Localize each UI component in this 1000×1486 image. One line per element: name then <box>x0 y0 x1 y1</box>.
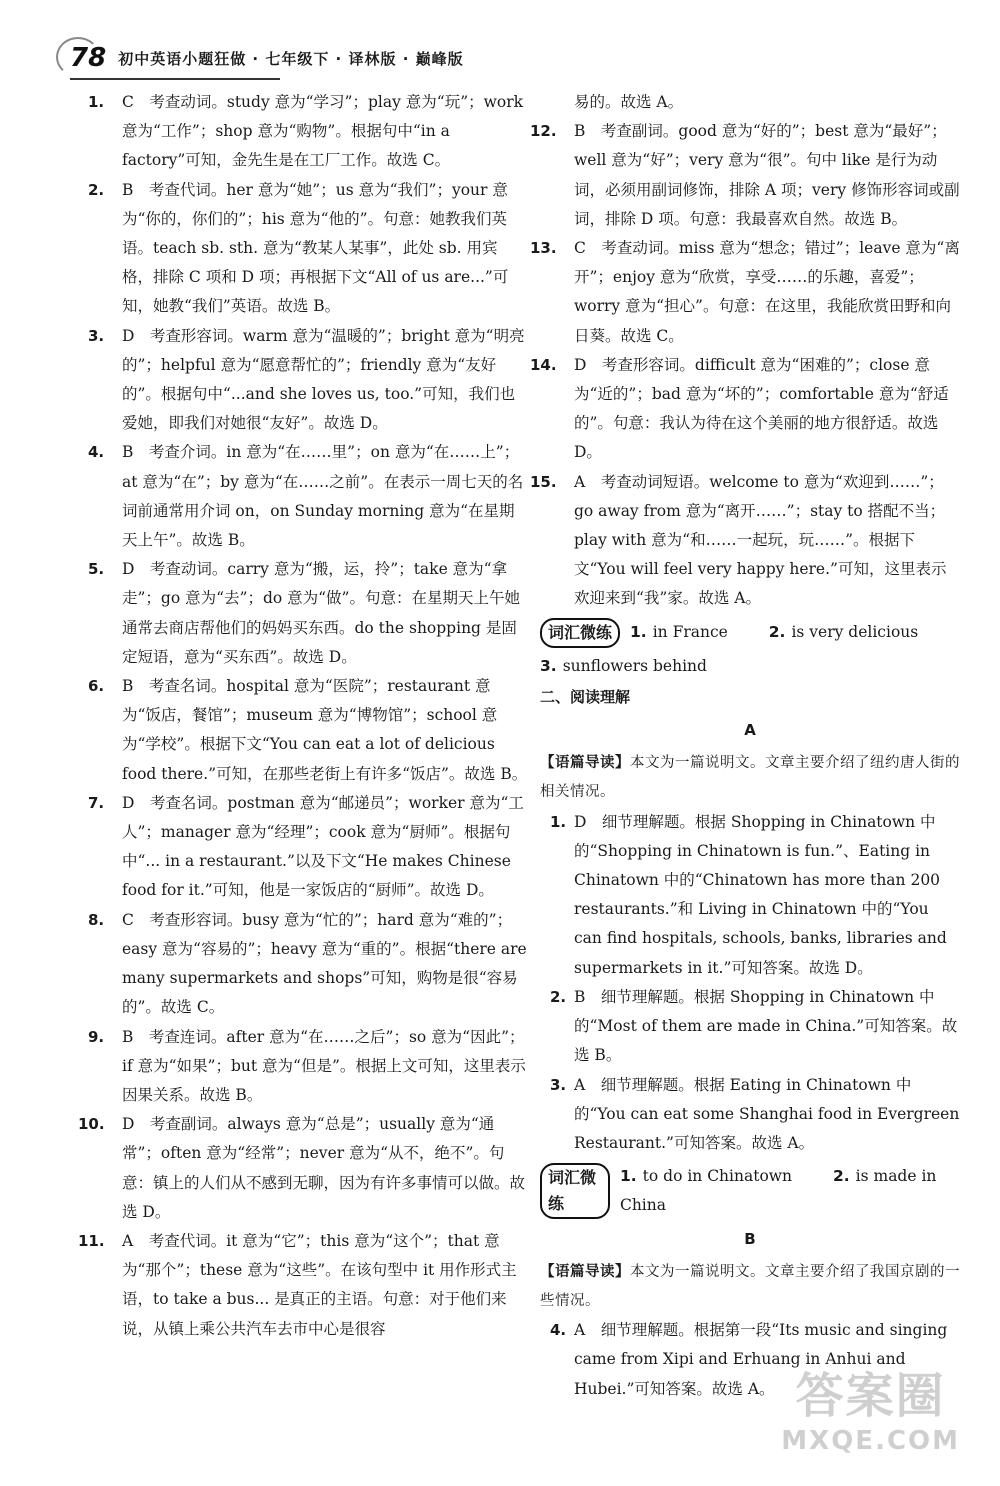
answer-item-11 <box>78 1227 528 1344</box>
reading-answer-3 <box>540 1071 960 1159</box>
answer-item-1 <box>88 88 528 176</box>
item-number: 5. <box>88 560 105 579</box>
reading-answer-2 <box>540 983 960 1071</box>
vocab-text: is made in China <box>619 1167 937 1215</box>
item-number: 9. <box>88 1027 105 1046</box>
item-number: 11. <box>78 1231 105 1250</box>
vocab-number: 1. <box>619 1167 637 1186</box>
item-text: D 考查形容词。warm 意为“温暖的”；bright 意为“明亮的”；helpful 意为“愿意帮忙的”；friendly 意为“友好的”。根据句中“...and she loves us, too.”可知，我们也爱她，即我们对她很“友好”。故选 D。 <box>122 326 525 433</box>
guide-tag: 【语篇导读】 <box>540 1263 630 1280</box>
page-header <box>70 38 464 78</box>
passage-a-guide <box>540 749 960 807</box>
vocab-text: sunflowers behind <box>562 656 707 675</box>
item-text: B 细节理解题。根据 Shopping in Chinatown 中的“Most of them are made in China.”可知答案。故选 B。 <box>574 987 958 1065</box>
guide-text: 本文为一篇说明文。文章主要介绍了我国京剧的一些情况。 <box>540 1263 960 1309</box>
item-number: 4. <box>88 443 105 462</box>
vocab-text: to do in Chinatown <box>642 1167 793 1186</box>
item-number: 14. <box>530 355 557 374</box>
vocab-number: 3. <box>540 656 557 675</box>
header-title: 初中英语小题狂做 · 七年级下 · 译林版 · 巅峰版 <box>118 49 464 68</box>
item-number: 8. <box>88 910 105 929</box>
item-text: D 考查动词。carry 意为“搬，运，拎”；take 意为“拿走”；go 意为“去”；do 意为“做”。句意：在星期天上午她通常去商店帮他们的妈妈买东西。do the shopping 是固定短语，意为“买东西”。故选 D。 <box>122 560 520 666</box>
answer-item-10 <box>78 1110 528 1227</box>
item-text: D 考查副词。always 意为“总是”；usually 意为“通常”；often 意为“经常”；never 意为“从不，绝不”。句意：镇上的人们从不感到无聊，因为有许多事情可以做。故选 D。 <box>122 1115 526 1221</box>
item-number: 13. <box>530 239 557 258</box>
item-number: 15. <box>530 472 557 491</box>
vocab-item <box>620 1167 810 1185</box>
right-column <box>530 88 960 1404</box>
answer-item-2 <box>88 176 528 322</box>
item-text: C 考查动词。miss 意为“想念；错过”；leave 意为“离开”；enjoy 意为“欣赏，享受……的乐趣，喜爱”；worry 意为“担心”。句意：在这里，我能欣赏田野和向日葵。故选 C。 <box>574 239 960 345</box>
passage-b-guide <box>540 1258 960 1316</box>
item-text: A 考查动词短语。welcome to 意为“欢迎到……”；go away from 意为“离开……”；stay to 搭配不当；play with 意为“和……一起玩，玩……”。根据下文“You will feel very happy here.”可知，这里表示欢迎来到“我”家。故选 A。 <box>574 472 947 608</box>
item-number: 3. <box>88 326 105 345</box>
item-number: 12. <box>530 122 557 141</box>
answer-item-8 <box>88 906 528 1023</box>
page-number <box>70 43 106 73</box>
vocab-badge: 词汇微练 <box>540 618 620 648</box>
item-number: 1. <box>550 812 567 831</box>
item-number: 10. <box>78 1115 105 1134</box>
vocab-items <box>620 1162 960 1220</box>
answer-item-13 <box>530 234 960 351</box>
item-text: B 考查连词。after 意为“在……之后”；so 意为“因此”；if 意为“如果”；but 意为“但是”。根据上文可知，这里表示因果关系。故选 B。 <box>122 1027 526 1104</box>
guide-tag: 【语篇导读】 <box>540 755 630 772</box>
answer-item-14 <box>530 351 960 468</box>
answer-item-4 <box>88 438 528 555</box>
item-number: 3. <box>550 1075 567 1094</box>
answer-item-3 <box>88 322 528 439</box>
answer-item-6 <box>88 672 528 789</box>
item-text: D 考查形容词。difficult 意为“困难的”；close 意为“近的”；bad 意为“坏的”；comfortable 意为“舒适的”。句意：我认为待在这个美丽的地方很舒适。故选 D。 <box>574 355 949 462</box>
item-text: A 考查代词。it 意为“它”；this 意为“这个”；that 意为“那个”；these 意为“这些”。在该句型中 it 用作形式主语，to take a bus... 是真正的主语。句意：对于他们来说，从镇上乘公共汽车去市中心是很容 <box>122 1231 517 1338</box>
item-number: 7. <box>88 793 105 812</box>
item-number: 1. <box>88 93 105 111</box>
section-title: 二、阅读理解 <box>540 687 631 706</box>
answer-item-11-continued: 易的。故选 A。 <box>574 93 684 111</box>
item-number: 2. <box>550 987 567 1006</box>
item-number: 6. <box>88 677 105 696</box>
answer-item-12 <box>530 117 960 234</box>
item-text: B 考查副词。good 意为“好的”；best 意为“最好”；well 意为“好”；very 意为“很”。句中 like 是行为动词，必须用副词修饰，排除 A 项；very 修饰形容词或副词，排除 D 项。句意：我最喜欢自然。故选 B。 <box>574 122 960 228</box>
item-text: D 细节理解题。根据 Shopping in Chinatown 中的“Shopping in Chinatown is fun.”、Eating in Chinatown 中的“Chinatown has more than 200 restaurants.”和 Living in Chinatown 中的“You can find hospitals, schools, banks, libraries and supermarkets in it.”可知答案。故选 D。 <box>574 812 947 977</box>
vocab-number: 2. <box>768 623 786 642</box>
guide-text: 本文为一篇说明文。文章主要介绍了纽约唐人街的相关情况。 <box>540 755 960 801</box>
item-text: A 细节理解题。根据第一段“Its music and singing came from Xipi and Erhuang in Anhui and Hubei.”可知答案。故选 A。 <box>574 1321 948 1398</box>
passage-a-heading: A <box>744 721 756 740</box>
answer-item-7 <box>88 789 528 906</box>
vocab-number: 2. <box>832 1167 850 1186</box>
vocab-practice-1 <box>540 618 960 648</box>
vocab-item-3 <box>540 652 960 681</box>
vocab-badge: 词汇微练 <box>540 1163 610 1219</box>
answer-item-15 <box>530 468 960 614</box>
vocab-text: is very delicious <box>791 623 919 642</box>
reading-answer-1 <box>540 808 960 983</box>
item-text: C 考查形容词。busy 意为“忙的”；hard 意为“难的”；easy 意为“容易的”；heavy 意为“重的”。根据“there are many supermarkets and shops”可知，购物是很“容易的”。故选 C。 <box>122 910 527 1017</box>
header-divider <box>70 78 280 80</box>
left-column <box>78 88 528 1344</box>
vocab-item <box>769 623 936 641</box>
item-text: C 考查动词。study 意为“学习”；play 意为“玩”；work 意为“工作”；shop 意为“购物”。根据句中“in a factory”可知，金先生是在工厂工作。故选 C。 <box>122 93 524 170</box>
item-text: D 考查名词。postman 意为“邮递员”；worker 意为“工人”；manager 意为“经理”；cook 意为“厨师”。根据句中“... in a restaurant.”以及下文“He makes Chinese food for it.”可知，他是一家饭店的“厨师”。故选 D。 <box>122 793 524 900</box>
page-number-text: 78 <box>70 43 107 73</box>
item-text: A 细节理解题。根据 Eating in Chinatown 中的“You can eat some Shanghai food in Evergreen Restaurant.”可知答案。故选 A。 <box>574 1075 960 1152</box>
item-number: 2. <box>88 180 105 199</box>
watermark-logo: 答案圈 <box>795 1368 946 1424</box>
vocab-item <box>630 623 746 641</box>
item-number: 4. <box>550 1321 567 1340</box>
vocab-number: 1. <box>630 623 647 642</box>
vocab-text: in France <box>652 623 728 642</box>
watermark-url: MXQE.COM <box>781 1426 960 1456</box>
answer-item-5 <box>88 555 528 672</box>
item-text: B 考查介词。in 意为“在……里”；on 意为“在……上”；at 意为“在”；by 意为“在……之前”。在表示一周七天的名词前通常用介词 on，on Sunday morning 意为“在星期天上午”。故选 B。 <box>122 443 524 550</box>
watermark <box>781 1357 960 1456</box>
vocab-items <box>630 618 954 647</box>
vocab-practice-2 <box>540 1162 960 1220</box>
passage-b-heading: B <box>744 1229 756 1248</box>
item-text: B 考查名词。hospital 意为“医院”；restaurant 意为“饭店，餐馆”；museum 意为“博物馆”；school 意为“学校”。根据下文“You can eat a lot of delicious food there.”可知，在那些老街上有许多“饭店”。故选 B。 <box>122 677 528 783</box>
answer-item-9 <box>88 1023 528 1111</box>
swirl-icon <box>56 37 100 77</box>
item-text: B 考查代词。her 意为“她”；us 意为“我们”；your 意为“你的，你们的”；his 意为“他的”。句意：她教我们英语。teach sb. sth. 意为“教某人某事”，此处 sb. 用宾格，排除 C 项和 D 项；再根据下文“All of us are...”可知，她教“我们”英语。故选 B。 <box>122 180 509 316</box>
